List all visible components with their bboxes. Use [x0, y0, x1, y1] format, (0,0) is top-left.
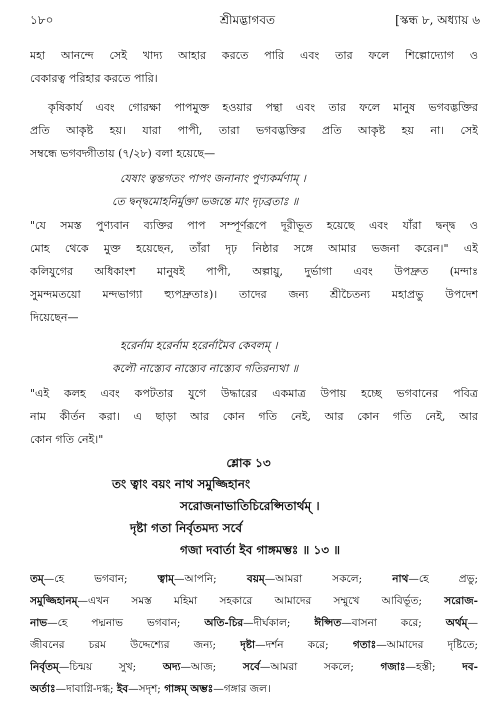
- canto-chapter: [স্কন্ধ ৮, অধ্যায় ৬: [395, 13, 480, 27]
- paragraph-harinama-translation: [30, 382, 478, 451]
- gloss-term: ত্বাম্: [157, 573, 175, 585]
- gloss-term: নির্বৃতম্: [30, 661, 59, 673]
- paragraph-line: সম্বন্ধে ভগবদ্গীতায় (৭/২৮) বলা হয়েছে—: [30, 147, 216, 160]
- gloss-meaning: —দাবাগ্নি-দগ্ধ;: [55, 683, 117, 695]
- gloss-term: গাঙ্গম্: [164, 683, 187, 695]
- gloss-meaning: —: [467, 617, 478, 629]
- sloka-line-1: তং ত্বাং বয়ং নাথ সমুজ্জিহানং: [112, 477, 251, 491]
- gloss-term: অর্তাঃ: [30, 683, 56, 695]
- gloss-meaning: —আমরা সকলে;: [259, 661, 381, 673]
- gloss-meaning: —হস্তী;: [405, 661, 463, 673]
- harinama-verse-line-2: কলৌ নাস্ত্যেব নাস্ত্যেব নাস্ত্যেব গতিরন্যথা ॥: [112, 362, 299, 375]
- gloss-term: সরোজ-: [444, 595, 478, 607]
- gloss-term: গজাঃ: [380, 661, 406, 673]
- gita-verse-line-2: তে দ্বন্দ্বমোহনির্মুক্তা ভজন্তে মাং দৃঢ়ব্রতাঃ ॥: [112, 195, 299, 208]
- paragraph-line: প্রতি আকৃষ্ট হয়। যারা পাপী, তারা ভগবদ্ভক্তির প্রতি আকৃষ্ট হয় না। সেই: [30, 124, 478, 137]
- gloss-term: অদ্য: [162, 661, 181, 673]
- paragraph-line: কলিযুগের অধিকাংশ মানুষই পাপী, অল্পায়ু, দুর্ভাগা এবং উপদ্রুত (মন্দাঃ: [30, 265, 478, 278]
- gloss-term: তম্: [30, 573, 44, 585]
- gloss-meaning: —বাসনা করে;: [341, 617, 446, 629]
- gloss-term: ইব: [116, 683, 129, 695]
- gloss-line: [30, 656, 478, 678]
- book-title: শ্রীমদ্ভাগবত: [220, 13, 276, 27]
- paragraph-line: সুমন্দমতয়ো মন্দভাগ্যা হ্যুপদ্রুতাঃ)। তাদের জন্য শ্রীচৈতন্য মহাপ্রভু উপদেশ: [30, 288, 478, 301]
- word-meanings: [30, 568, 478, 700]
- gloss-meaning: —হে পদ্মনাভ ভগবান;: [47, 617, 205, 629]
- sloka-heading: শ্লোক ১৩: [226, 456, 271, 470]
- gloss-line: [30, 678, 478, 700]
- gloss-term: গতাঃ: [352, 639, 377, 651]
- gloss-term: দব-: [462, 661, 478, 673]
- gloss-meaning: —হে ভগবান;: [43, 573, 158, 585]
- gloss-meaning: জীবনের চরম উদ্দেশ্যের জন্য;: [30, 639, 241, 651]
- paragraph-line: কৃষিকার্য এবং গোরক্ষা পাপমুক্ত হওয়ার পন্থা এবং তার ফলে মানুষ ভগবদ্ভক্তির: [48, 101, 478, 114]
- gloss-term: নাথ: [392, 573, 409, 585]
- gloss-term: অর্থম্: [445, 617, 468, 629]
- gloss-meaning: —চিন্ময় সুখ;: [58, 661, 163, 673]
- sloka-line-4: গজা দবার্তা ইব গাঙ্গমম্ভঃ ॥ ১৩ ॥: [180, 543, 341, 557]
- gloss-term: অতি-চির: [204, 617, 244, 629]
- gloss-term: দৃষ্টা: [240, 639, 256, 651]
- gloss-meaning: —আজ;: [180, 661, 243, 673]
- sloka-line-2: সরোজনাভাতিচিরেপ্সিতার্থম্ ।: [180, 499, 320, 513]
- paragraph-line: নাম কীর্তন করা। এ ছাড়া আর কোন গতি নেই, আর কোন গতি নেই, আর: [30, 410, 478, 423]
- gloss-meaning: —আমাদের দৃষ্টিতে;: [376, 639, 478, 651]
- paragraph-line: বেকারত্ব পরিহার করতে পারি।: [30, 72, 158, 85]
- paragraph-1: [30, 44, 478, 90]
- paragraph-2: [30, 96, 478, 165]
- sloka-line-3: দৃষ্টা গতা নির্বৃতমদ্য সর্বে: [130, 521, 243, 535]
- paragraph-line: মহা আনন্দে সেই খাদ্য আহার করতে পারি এবং তার ফলে শিল্পোদ্যোগ ও: [30, 49, 478, 62]
- gloss-meaning: —দর্শন করে;: [255, 639, 353, 651]
- gloss-meaning: —আমরা সকলে;: [264, 573, 393, 585]
- gloss-line: [30, 612, 478, 634]
- gloss-term: সমুজ্জিহানম্: [30, 595, 78, 607]
- paragraph-line: কোন গতি নেই।": [30, 433, 104, 446]
- gloss-line: [30, 590, 478, 612]
- gloss-term: নাভ: [30, 617, 48, 629]
- harinama-verse-line-1: হরের্নাম হরের্নাম হরের্নামৈব কেবলম্ ।: [120, 339, 278, 352]
- paragraph-line: দিয়েছেন—: [30, 311, 79, 324]
- gloss-meaning: —এখন সমস্ত মহিমা সহকারে আমাদের সম্মুখে আবির্ভূত;: [77, 595, 445, 607]
- gloss-line: [30, 568, 478, 590]
- gita-verse-line-1: যেষাং ত্বন্তগতং পাপং জনানাং পুণ্যকর্মণাম্ ।: [120, 172, 306, 185]
- gloss-meaning: —গঙ্গার জল।: [213, 683, 271, 695]
- page-number: ১৮০: [30, 13, 54, 27]
- paragraph-line: "এই কলহ এবং কপটতার যুগে উদ্ধারের একমাত্র উপায় হচ্ছে ভগবানের পবিত্র: [30, 387, 478, 400]
- paragraph-line: মোহ থেকে মুক্ত হয়েছেন, তাঁরা দৃঢ় নিষ্ঠার সঙ্গে আমার ভজনা করেন।" এই: [30, 242, 478, 255]
- page-header: [30, 12, 480, 32]
- gloss-meaning: —সদৃশ;: [128, 683, 165, 695]
- paragraph-translation: [30, 214, 478, 329]
- gloss-meaning: —দীর্ঘকাল;: [243, 617, 315, 629]
- gloss-meaning: —আপনি;: [174, 573, 247, 585]
- gloss-term: ঈপ্সিত: [314, 617, 342, 629]
- paragraph-line: "যে সমস্ত পুণ্যবান ব্যক্তির পাপ সম্পূর্ণরূপে দূরীভূত হয়েছে এবং যাঁরা দ্বন্দ্ব ও: [30, 219, 478, 232]
- gloss-term: বয়ম্: [246, 573, 265, 585]
- gloss-meaning: —হে প্রভু;: [408, 573, 478, 585]
- gloss-term: সর্বে: [242, 661, 260, 673]
- gloss-line: [30, 634, 478, 656]
- gloss-term: অম্ভঃ: [190, 683, 214, 695]
